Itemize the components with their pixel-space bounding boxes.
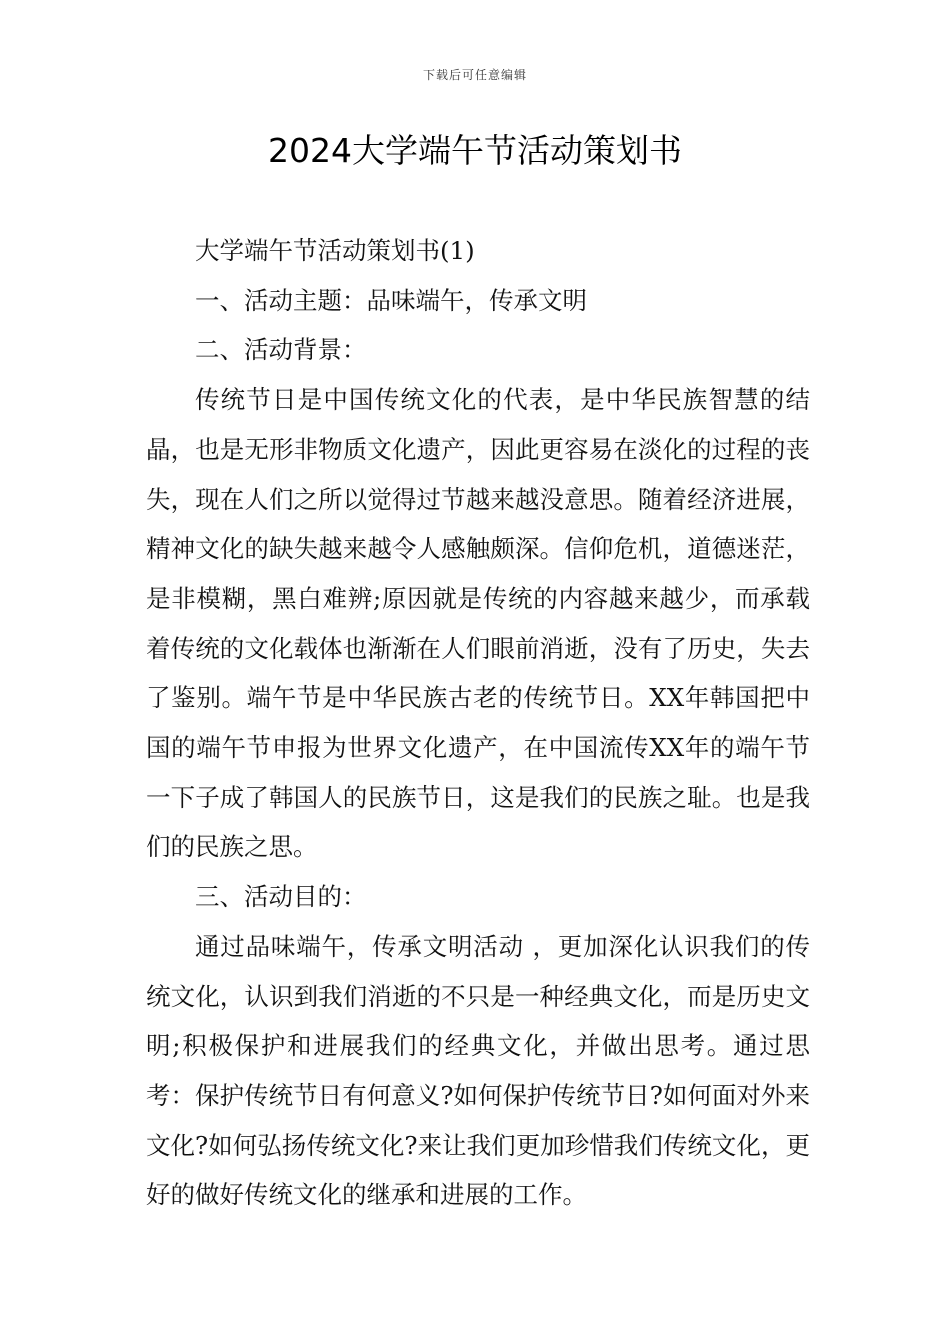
paragraph-purpose-heading: 三、活动目的： [195,882,367,912]
header-note: 下载后可任意编辑 [422,68,527,82]
paragraph-theme: 一、活动主题：品味端午，传承文明 [195,285,587,315]
document-body [146,226,810,1220]
paragraph-background-heading: 二、活动背景： [195,335,367,365]
paragraph-background-body: 传统节日是中国传统文化的代表，是中华民族智慧的结晶，也是无形非物质文化遗产，因此更容易在淡化的过程的丧失，现在人们之所以觉得过节越来越没意思。随着经济进展，精神文化的缺失越来越令人感触颇深。信仰危机，道德迷茫，是非模糊，黑白难辨;原因就是传统的内容越来越少，而承载着传统的文化载体也渐渐在人们眼前消逝，没有了历史，失去了鉴别。端午节是中华民族古老的传统节日。XX年韩国把中国的端午节申报为世界文化遗产，在中国流传XX年的端午节一下子成了韩国人的民族节日，这是我们的民族之耻。也是我们的民族之思。 [146,385,810,862]
paragraph-purpose-body: 通过品味端午，传承文明活动 ，更加深化认识我们的传统文化，认识到我们消逝的不只是一种经典文化，而是历史文明;积极保护和进展我们的经典文化，并做出思考。通过思考：保护传统节日有何意义?如何保护传统节日?如何面对外来文化?如何弘扬传统文化?来让我们更加珍惜我们传统文化，更好的做好传统文化的继承和进展的工作。 [146,931,810,1210]
paragraph-subtitle: 大学端午节活动策划书(1) [195,236,475,265]
document-title: 2024大学端午节活动策划书 [268,131,682,170]
